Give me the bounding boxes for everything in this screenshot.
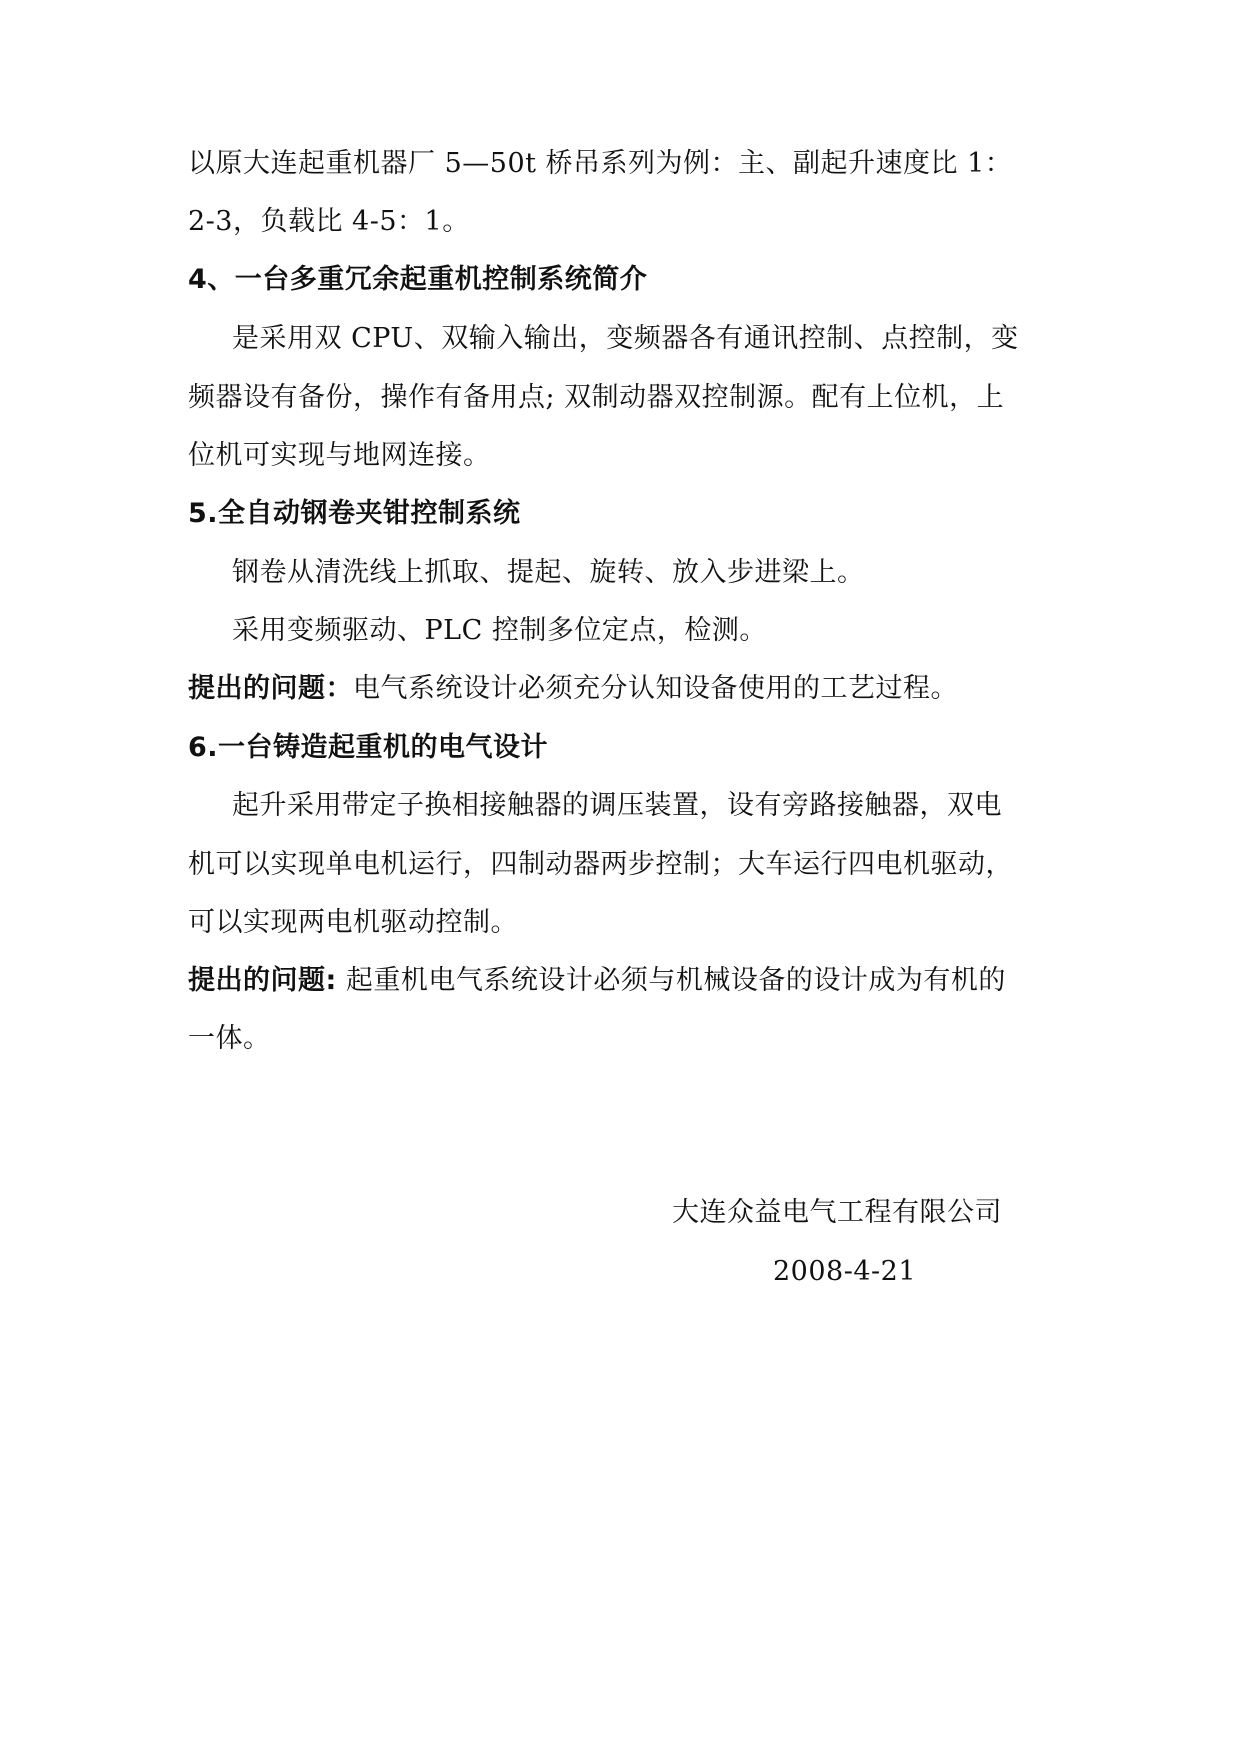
section-5-heading: 5.全自动钢卷夹钳控制系统 (188, 498, 521, 529)
intro-line-2: 2-3，负载比 4-5：1。 (188, 206, 470, 237)
section-6-paragraph-line-3: 可以实现两电机驱动控制。 (188, 907, 518, 938)
section-5-paragraph-line-2: 采用变频驱动、PLC 控制多位定点，检测。 (232, 615, 767, 646)
section-6-paragraph-line-1: 起升采用带定子换相接触器的调压装置，设有旁路接触器，双电 (232, 790, 1002, 821)
section-6-issue-continuation: 一体。 (188, 1023, 271, 1054)
section-6-issue-line (188, 963, 1006, 999)
section-6-paragraph-line-2: 机可以实现单电机运行，四制动器两步控制；大车运行四电机驱动， (188, 849, 1013, 880)
section-5-issue-label: 提出的问题： (188, 673, 353, 704)
section-4-heading: 4、一台多重冗余起重机控制系统简介 (188, 264, 648, 295)
section-5-issue-text: 电气系统设计必须充分认知设备使用的工艺过程。 (353, 673, 958, 704)
signature-company: 大连众益电气工程有限公司 (672, 1197, 1002, 1228)
signature-date: 2008-4-21 (773, 1256, 916, 1287)
section-6-heading: 6.一台铸造起重机的电气设计 (188, 732, 549, 763)
section-4-paragraph-line-1: 是采用双 CPU、双输入输出，变频器各有通讯控制、点控制，变 (232, 323, 1019, 354)
intro-line-1: 以原大连起重机器厂 5—50t 桥吊系列为例：主、副起升速度比 1： (188, 148, 1013, 179)
section-6-issue-text: 起重机电气系统设计必须与机械设备的设计成为有机的 (336, 965, 1006, 996)
section-5-paragraph-line-1: 钢卷从清洗线上抓取、提起、旋转、放入步进梁上。 (232, 557, 865, 588)
section-6-issue-label: 提出的问题: (188, 965, 337, 996)
section-4-paragraph-line-3: 位机可实现与地网连接。 (188, 440, 491, 471)
section-5-issue-line (188, 671, 958, 707)
section-4-paragraph-line-2: 频器设有备份，操作有备用点; 双制动器双控制源。配有上位机，上 (188, 382, 1005, 413)
